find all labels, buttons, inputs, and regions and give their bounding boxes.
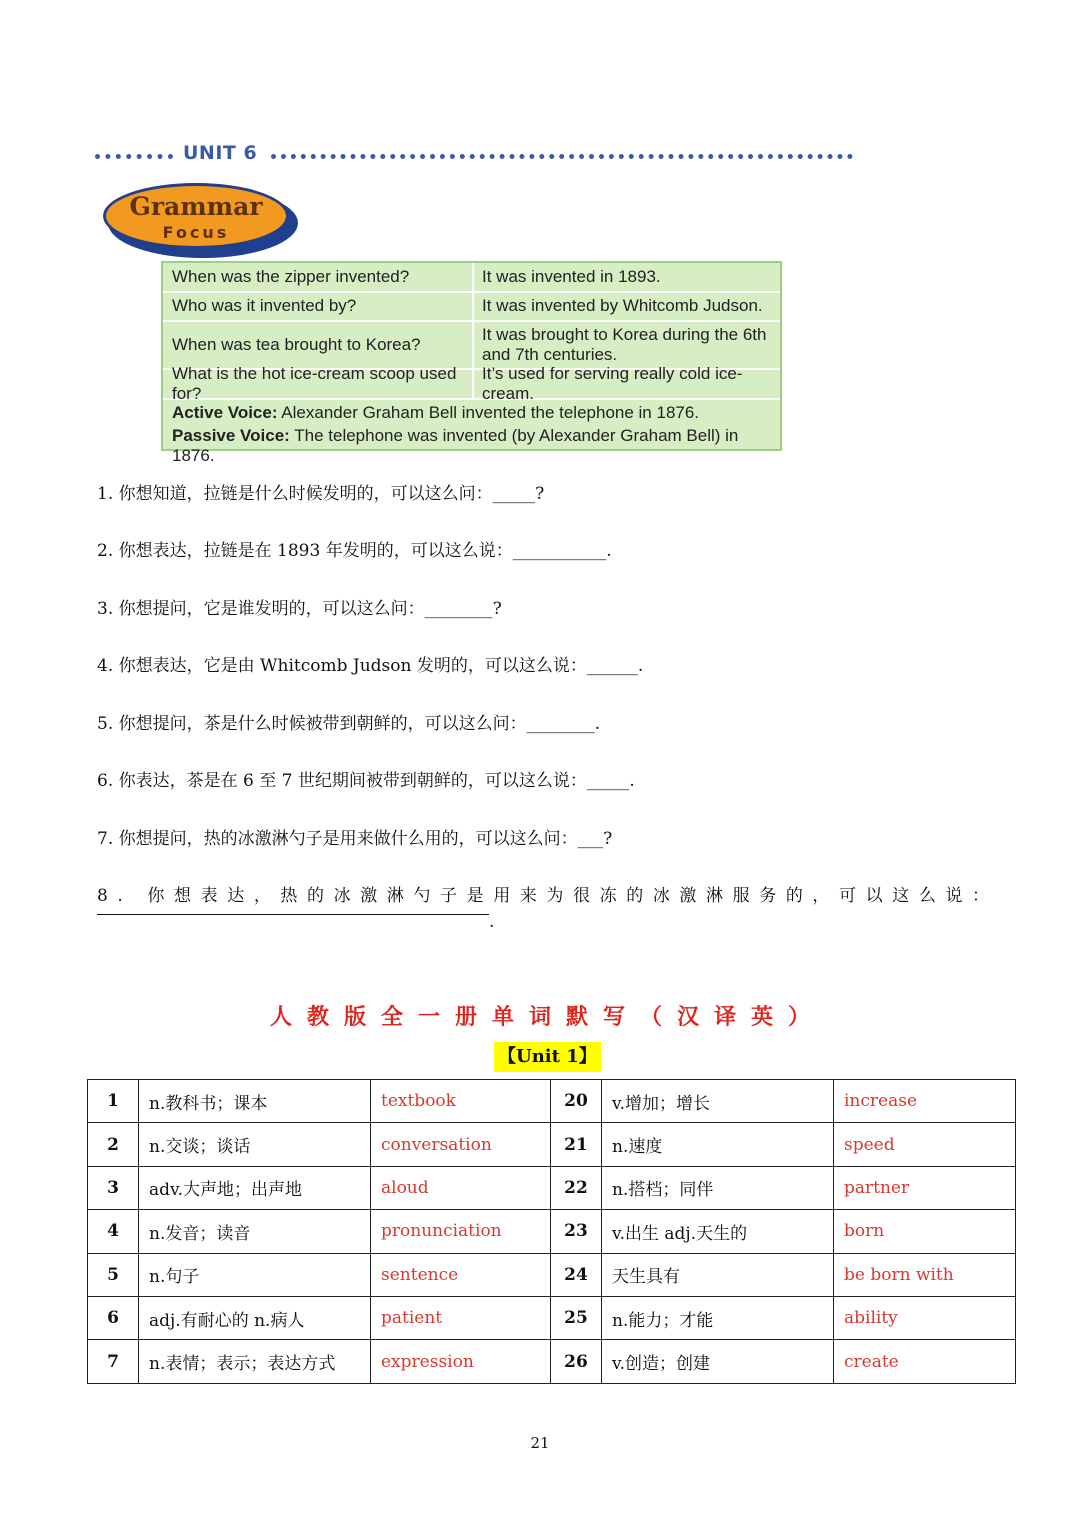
vocab-number: 21: [551, 1123, 602, 1166]
vocab-chinese: n.搭档；同伴: [602, 1166, 834, 1209]
grammar-answer: It’s used for serving really cold ice-cream.: [482, 363, 743, 403]
vocab-english: ability: [834, 1296, 1016, 1339]
vocab-number: 7: [88, 1340, 139, 1383]
vocab-english: partner: [834, 1166, 1016, 1209]
vocab-english: aloud: [371, 1166, 551, 1209]
vocab-english: textbook: [371, 1080, 551, 1123]
question-5: 5. 你想提问，茶是什么时候被带到朝鲜的，可以这么问：________.: [97, 714, 601, 734]
grammar-focus-box: [161, 261, 782, 465]
vocab-number: 26: [551, 1340, 602, 1383]
vocab-english: be born with: [834, 1253, 1016, 1296]
vocab-english: patient: [371, 1296, 551, 1339]
vocab-chinese: n.教科书；课本: [139, 1080, 371, 1123]
grammar-row: [163, 263, 780, 293]
vocab-chinese: adv.大声地；出声地: [139, 1166, 371, 1209]
vocab-number: 20: [551, 1080, 602, 1123]
vocab-chinese: n.能力；才能: [602, 1296, 834, 1339]
unit-header: [95, 142, 855, 170]
vocab-chinese: n.表情；表示；表达方式: [139, 1340, 371, 1383]
question-8: 8. 你想表达，热的冰激淋勺子是用来为很冻的冰激淋服务的，可以这么说：: [97, 886, 999, 906]
vocab-chinese: v.出生 adj.天生的: [602, 1210, 834, 1253]
table-row: [88, 1253, 1016, 1296]
active-voice: Active Voice: Alexander Graham Bell invented the telephone in 1876.: [172, 403, 700, 422]
vocab-number: 6: [88, 1296, 139, 1339]
vocab-chinese: v.创造；创建: [602, 1340, 834, 1383]
answer-line-period: .: [489, 912, 495, 932]
grammar-question: When was the zipper invented?: [172, 267, 410, 286]
question-2: 2. 你想表达，拉链是在 1893 年发明的，可以这么说：___________.: [97, 541, 612, 561]
vocab-number: 22: [551, 1166, 602, 1209]
answer-line[interactable]: [97, 914, 489, 915]
table-row: [88, 1210, 1016, 1253]
vocab-chinese: n.句子: [139, 1253, 371, 1296]
vocab-table: [87, 1079, 1016, 1384]
vocab-number: 4: [88, 1210, 139, 1253]
vocab-chinese: n.发音；读音: [139, 1210, 371, 1253]
grammar-focus-badge: [103, 183, 289, 249]
vocab-number: 2: [88, 1123, 139, 1166]
vocab-chinese: v.增加；增长: [602, 1080, 834, 1123]
vocab-english: conversation: [371, 1123, 551, 1166]
grammar-question: When was tea brought to Korea?: [172, 334, 421, 354]
vocab-english: pronunciation: [371, 1210, 551, 1253]
question-7: 7. 你想提问，热的冰激淋勺子是用来做什么用的，可以这么问：___?: [97, 829, 613, 849]
table-row: [88, 1080, 1016, 1123]
vocab-chinese: n.速度: [602, 1123, 834, 1166]
vocab-number: 5: [88, 1253, 139, 1296]
vocab-chinese: 天生具有: [602, 1253, 834, 1296]
badge-title: Grammar: [129, 192, 263, 221]
vocab-english: born: [834, 1210, 1016, 1253]
grammar-answer: It was invented in 1893.: [482, 267, 661, 286]
vocab-number: 3: [88, 1166, 139, 1209]
vocab-chinese: n.交谈；谈话: [139, 1123, 371, 1166]
grammar-answer: It was brought to Korea during the 6th and 7th centuries.: [482, 324, 767, 364]
grammar-answer: It was invented by Whitcomb Judson.: [482, 296, 763, 315]
vocab-english: sentence: [371, 1253, 551, 1296]
vocab-number: 25: [551, 1296, 602, 1339]
page-number: 21: [530, 1434, 550, 1452]
section-title: 人教版全一册单词默写（汉译英）: [269, 1004, 825, 1030]
table-row: [88, 1123, 1016, 1166]
question-3: 3. 你想提问，它是谁发明的，可以这么问：________?: [97, 599, 502, 619]
vocab-english: expression: [371, 1340, 551, 1383]
unit-tag: 【Unit 1】: [494, 1042, 601, 1072]
dotted-divider-left: [95, 154, 173, 159]
question-4: 4. 你想表达，它是由 Whitcomb Judson 发明的，可以这么说：______.: [97, 656, 644, 676]
dotted-divider-right: [271, 154, 853, 159]
grammar-row: [163, 292, 780, 322]
vocab-english: create: [834, 1340, 1016, 1383]
table-row: [88, 1166, 1016, 1209]
grammar-row: [163, 363, 780, 403]
question-1: 1. 你想知道，拉链是什么时候发明的，可以这么问：_____?: [97, 484, 545, 504]
vocab-number: 24: [551, 1253, 602, 1296]
badge-subtitle: Focus: [162, 223, 230, 242]
unit-title: UNIT 6: [183, 142, 258, 164]
question-6: 6. 你表达，茶是在 6 至 7 世纪期间被带到朝鲜的，可以这么说：_____.: [97, 771, 635, 791]
grammar-question: What is the hot ice-cream scoop used for?: [172, 363, 457, 403]
table-row: [88, 1340, 1016, 1383]
table-row: [88, 1296, 1016, 1339]
vocab-chinese: adj.有耐心的 n.病人: [139, 1296, 371, 1339]
vocab-number: 1: [88, 1080, 139, 1123]
vocab-english: speed: [834, 1123, 1016, 1166]
passive-voice: Passive Voice: The telephone was invented (by Alexander Graham Bell) in 1876.: [172, 426, 739, 465]
vocab-english: increase: [834, 1080, 1016, 1123]
grammar-question: Who was it invented by?: [172, 296, 357, 315]
vocab-number: 23: [551, 1210, 602, 1253]
